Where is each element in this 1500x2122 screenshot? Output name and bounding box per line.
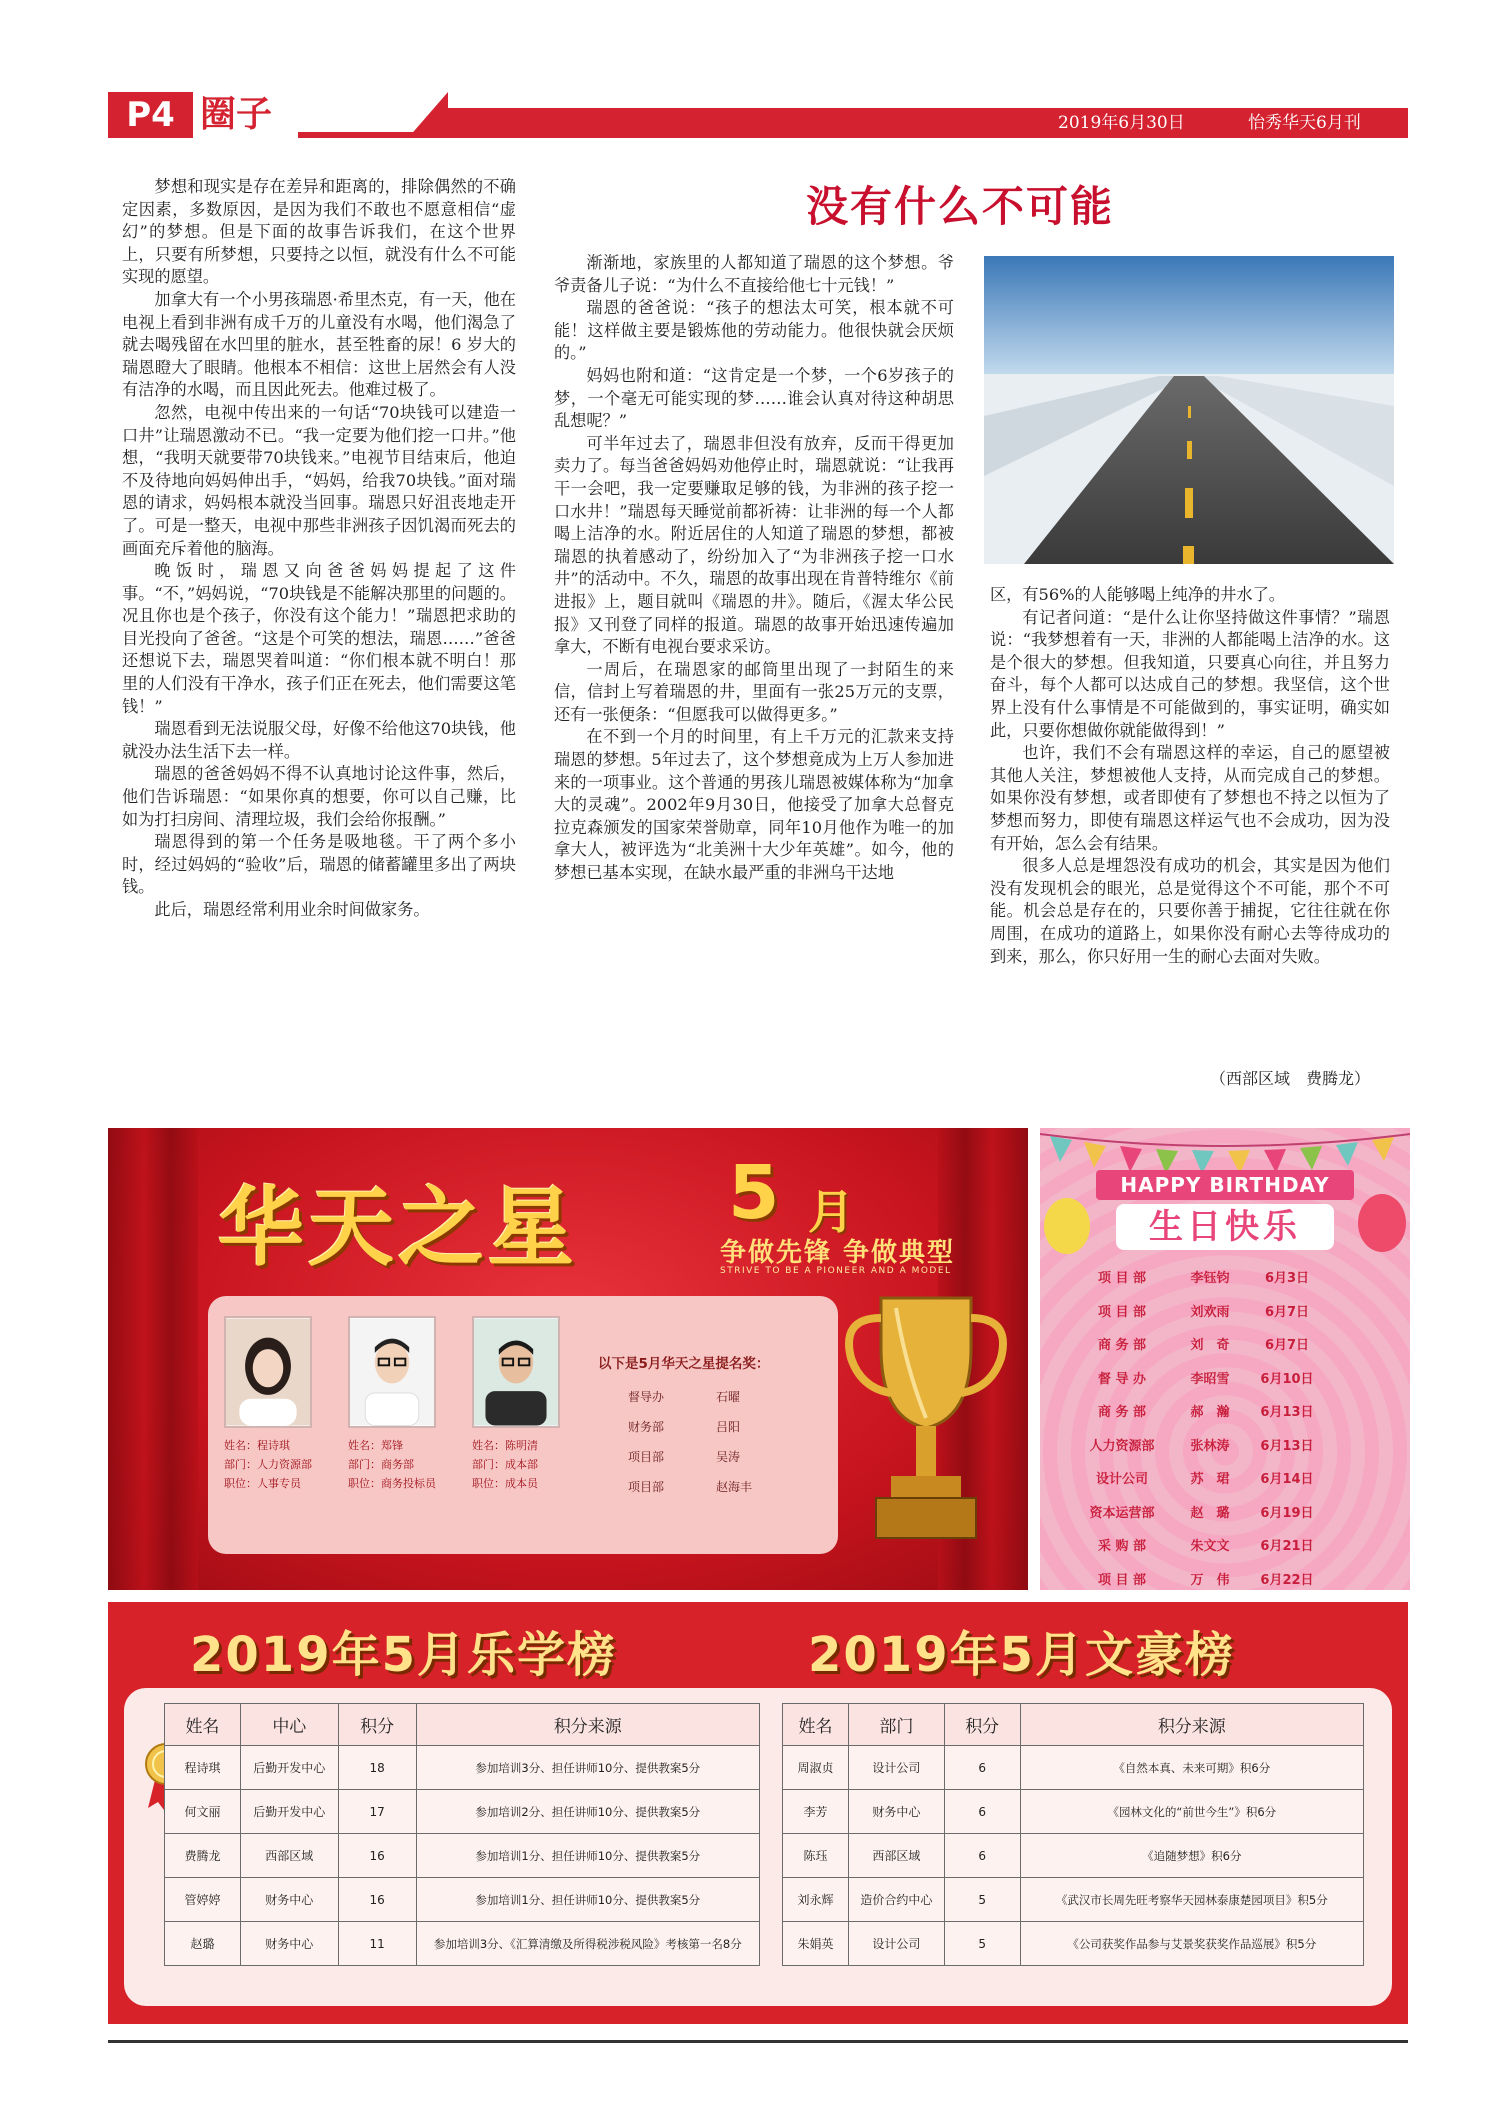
paragraph: 妈妈也附和道：“这肯定是一个梦，一个6岁孩子的梦，一个毫无可能实现的梦……谁会认真对待这种胡思乱想呢？”: [554, 365, 954, 431]
list-item: 项 目 部 刘欢雨 6月7日: [1097, 1304, 1310, 1320]
paragraph: 一周后，在瑞恩家的邮筒里出现了一封陌生的来信，信封上写着瑞恩的井，里面有一张25万元的支票，还有一张便条：“但愿我可以做得更多。”: [554, 659, 954, 724]
paragraph: 加拿大有一个小男孩瑞恩·希里杰克，有一天，他在电视上看到非洲有成千万的儿童没有水喝，他们渴急了就去喝残留在水凹里的脏水，甚至牲畜的尿！6 岁大的瑞恩瞪大了眼睛。他根本不相信：这世上居然会有人没有洁净的水喝，而且因此死去。他难过极了。: [122, 289, 516, 400]
ranking-panel: [108, 1602, 1408, 2024]
column-header: 姓名: [165, 1704, 241, 1746]
list-item: 商 务 部 郝 瀚 6月13日: [1097, 1405, 1314, 1420]
column-header: 部门: [848, 1704, 944, 1746]
paragraph: 瑞恩看到无法说服父母，好像不给他这70块钱，他就没办法生活下去一样。: [122, 719, 516, 761]
nominee-list: [628, 1382, 752, 1502]
column-header: 积分: [944, 1704, 1020, 1746]
list-item: 项 目 部 李钰钧 6月3日: [1097, 1271, 1310, 1286]
person-dept: 部门：商务部: [348, 1458, 414, 1471]
paragraph: 梦想和现实是存在差异和距离的，排除偶然的不确定因素，多数原因，是因为我们不敢也不愿意相信“虚幻”的梦想。但是下面的故事告诉我们，在这个世界上，只要有所梦想，只要持之以恒，就没有什么不可能实现的愿望。: [122, 177, 516, 287]
table-row: 李芳 财务中心 6 《园林文化的“前世今生”》积6分: [783, 1790, 1364, 1834]
learning-ranking-title: 2019年5月乐学榜: [190, 1627, 617, 1683]
paragraph: 此后，瑞恩经常利用业余时间做家务。: [154, 900, 430, 919]
nominee-row: 项目部 吴涛: [628, 1450, 741, 1464]
person-role: 职位：人事专员: [224, 1477, 301, 1490]
happy-birthday-banner: HAPPY BIRTHDAY: [1096, 1170, 1354, 1200]
paragraph: 瑞恩得到的第一个任务是吸地毯。干了两个多小时，经过妈妈的“验收”后，瑞恩的储蓄罐里多出了两块钱。: [122, 832, 516, 897]
star-month-number: 5: [728, 1150, 780, 1236]
paragraph: 渐渐地，家族里的人都知道了瑞恩的这个梦想。爷爷责备儿子说：“为什么不直接给他七十元钱！”: [554, 253, 954, 295]
article-title: 没有什么不可能: [805, 182, 1114, 231]
trophy-icon: [836, 1278, 1016, 1568]
nominee-row: 督导办 石曜: [628, 1390, 741, 1404]
table-header-row: [165, 1704, 760, 1746]
star-slogan-english: STRIVE TO BE A PIONEER AND A MODEL: [720, 1266, 952, 1276]
column-header: 姓名: [783, 1704, 849, 1746]
paragraph: 在不到一个月的时间里，有上千万元的汇款来支持瑞恩的梦想。5年过去了，这个梦想竟成为上万人参加进来的一项事业。这个普通的男孩儿瑞恩被媒体称为“加拿大的灵魂”。2002年9月30日，他接受了加拿大总督克拉克森颁发的国家荣誉勋章，同年10月他作为唯一的加拿大人，被评选为“北美洲十大少年英雄”。如今，他的梦想已基本实现，在缺水最严重的非洲乌干达地: [554, 727, 954, 883]
person-info: [472, 1436, 538, 1493]
article-column-3: [990, 584, 1390, 968]
ranking-card: [124, 1688, 1392, 2006]
article-column-2: [554, 252, 954, 885]
table-row: 刘永辉 造价合约中心 5 《武汉市长周先旺考察华天园林泰康楚园项目》积5分: [783, 1878, 1364, 1922]
writing-ranking-table: [782, 1703, 1364, 1966]
footer-rule: [108, 2040, 1408, 2043]
balloon-icon: [1358, 1194, 1406, 1252]
paragraph: 有记者问道：“是什么让你坚持做这件事情？”瑞恩说：“我梦想着有一天，非洲的人都能喝上洁净的水。这是个很大的梦想。但我知道，只要真心向往，并且努力奋斗，每个人都可以达成自己的梦想。我坚信，这个世界上没有什么事情是不可能做到的，事实证明，确实如此，只要你想做你就能做得到！”: [990, 607, 1390, 740]
page-number: P4: [108, 92, 193, 138]
table-row: 费腾龙 西部区域 16 参加培训1分、担任讲师10分、提供教案5分: [165, 1834, 760, 1878]
list-item: 商 务 部 刘 奇 6月7日: [1097, 1338, 1310, 1353]
column-header: 积分来源: [1020, 1704, 1363, 1746]
page-header: [108, 92, 1408, 138]
person-name: 姓名：陈明清: [472, 1439, 538, 1452]
table-row: 程诗琪 后勤开发中心 18 参加培训3分、担任讲师10分、提供教案5分: [165, 1746, 760, 1790]
list-item: 资本运营部 赵 璐 6月19日: [1089, 1505, 1314, 1521]
person-info: [348, 1436, 436, 1493]
issue-date: 2019年6月30日: [1058, 113, 1185, 133]
header-wedge: [408, 92, 448, 138]
paragraph: 也许，我们不会有瑞恩这样的幸运，自己的愿望被其他人关注，梦想被他人支持，从而完成自己的梦想。如果你没有梦想，或者即使有了梦想也不持之以恒为了梦想而努力，即使有瑞恩这样运气也不会成功，因为没有开始，怎么会有结果。: [990, 743, 1390, 853]
paragraph: 瑞恩的爸爸说：“孩子的想法太可笑，根本就不可能！这样做主要是锻炼他的劳动能力。他很快就会厌烦的。”: [554, 298, 954, 363]
star-month-unit: 月: [808, 1185, 854, 1239]
article-column-1: [122, 176, 516, 922]
avatar: [348, 1316, 436, 1428]
birthday-panel: [1040, 1128, 1410, 1590]
person-dept: 部门：人力资源部: [224, 1458, 312, 1471]
paragraph: 瑞恩的爸爸妈妈不得不认真地讨论这件事，然后，他们告诉瑞恩：“如果你真的想要，你可以自己赚，比如为打扫房间、清理垃圾，我们会给你报酬。”: [122, 764, 516, 829]
curtain-left: [108, 1128, 198, 1590]
nominee-title: 以下是5月华天之星提名奖：: [598, 1356, 770, 1372]
table-row: 何文丽 后勤开发中心 17 参加培训2分、担任讲师10分、提供教案5分: [165, 1790, 760, 1834]
table-row: 朱娟英 设计公司 5 《公司获奖作品参与艾景奖获奖作品巡展》积5分: [783, 1922, 1364, 1966]
list-item: 项 目 部 万 伟 6月22日: [1097, 1572, 1314, 1588]
star-slogan: 争做先锋 争做典型: [720, 1238, 956, 1268]
list-item: 人力资源部 张林涛 6月13日: [1089, 1438, 1314, 1454]
table-row: 周淑贞 设计公司 6 《自然本真、未来可期》积6分: [783, 1746, 1364, 1790]
nominee-row: 项目部 赵海丰: [628, 1480, 753, 1494]
table-row: 赵璐 财务中心 11 参加培训3分、《汇算清缴及所得税涉税风险》考核第一名8分: [165, 1922, 760, 1966]
learning-ranking-table: [164, 1703, 760, 1966]
nominee-row: 财务部 吕阳: [628, 1420, 741, 1434]
avatar: [472, 1316, 560, 1428]
person-name: 姓名：郑锋: [348, 1439, 403, 1452]
person-dept: 部门：成本部: [472, 1458, 538, 1471]
paragraph: 可半年过去了，瑞恩非但没有放弃，反而干得更加卖力了。每当爸爸妈妈劝他停止时，瑞恩就说：“让我再干一会吧，我一定要赚取足够的钱，为非洲的孩子挖一口水井！”瑞恩每天睡觉前都祈祷：让非洲的每一个人都喝上洁净的水。附近居住的人知道了瑞恩的梦想，都被瑞恩的执着感动了，纷纷加入了“为非洲孩子挖一口水井”的活动中。不久，瑞恩的故事出现在肯普特维尔《前进报》上，题目就叫《瑞恩的井》。随后，《渥太华公民报》又刊登了同样的报道。瑞恩的故事开始迅速传遍加拿大，不断有电视台要求采访。: [554, 433, 954, 657]
list-item: 督 导 办 李昭雪 6月10日: [1097, 1371, 1314, 1387]
table-row: 管婷婷 财务中心 16 参加培训1分、担任讲师10分、提供教案5分: [165, 1878, 760, 1922]
birthday-title: 生日快乐: [1116, 1204, 1334, 1250]
list-item: 设计公司 苏 珺 6月14日: [1095, 1472, 1314, 1487]
star-title: 华天之星: [218, 1178, 578, 1278]
person-role: 职位：成本员: [472, 1477, 538, 1490]
writing-ranking-title: 2019年5月文豪榜: [808, 1627, 1235, 1683]
avatar: [224, 1316, 312, 1428]
article-author: （西部区域 费腾龙）: [1210, 1069, 1371, 1088]
balloon-icon: [1044, 1198, 1090, 1254]
star-card: [208, 1296, 838, 1554]
star-of-huatian-panel: [108, 1128, 1028, 1590]
paragraph: 忽然，电视中传出来的一句话“70块钱可以建造一口井”让瑞恩激动不已。“我一定要为他们挖一口井。”他想，“我明天就要带70块钱来。”电视节目结束后，他迫不及待地向妈妈伸出手，“妈妈，给我70块钱。”面对瑞恩的请求，妈妈根本就没当回事。瑞恩只好沮丧地走开了。可是一整天，电视中那些非洲孩子因饥渴而死去的画面充斥着他的脑海。: [122, 402, 516, 558]
birthday-list: [1076, 1262, 1386, 1590]
table-header-row: [783, 1704, 1364, 1746]
section-name: 圈子: [200, 94, 273, 135]
column-header: 积分来源: [416, 1704, 759, 1746]
person-role: 职位：商务投标员: [348, 1477, 436, 1490]
list-item: 采 购 部 朱文文 6月21日: [1097, 1539, 1314, 1554]
column-header: 积分: [338, 1704, 416, 1746]
road-photo: [984, 256, 1394, 564]
person-name: 姓名：程诗琪: [224, 1439, 290, 1452]
paragraph: 很多人总是埋怨没有成功的机会，其实是因为他们没有发现机会的眼光，总是觉得这个不可能，那个不可能。机会总是存在的，只要你善于捕捉，它往往就在你周围，在成功的道路上，如果你没有耐心去等待成功的到来，那么，你只好用一生的耐心去面对失败。: [990, 856, 1390, 966]
column-header: 中心: [240, 1704, 338, 1746]
paragraph: 区，有56%的人能够喝上纯净的井水了。: [990, 585, 1285, 604]
issue-name: 怡秀华天6月刊: [1248, 113, 1361, 133]
person-info: [224, 1436, 312, 1493]
table-row: 陈珏 西部区域 6 《追随梦想》积6分: [783, 1834, 1364, 1878]
paragraph: 晚饭时，瑞恩又向爸爸妈妈提起了这件事。“不，”妈妈说，“70块钱是不能解决那里的问题的。况且你也是个孩子，你没有这个能力！”瑞恩把求助的目光投向了爸爸。“这是个可笑的想法，瑞恩……”爸爸还想说下去，瑞恩哭着叫道：“你们根本就不明白！那里的人们没有干净水，孩子们正在死去，他们需要这笔钱！”: [122, 561, 516, 716]
